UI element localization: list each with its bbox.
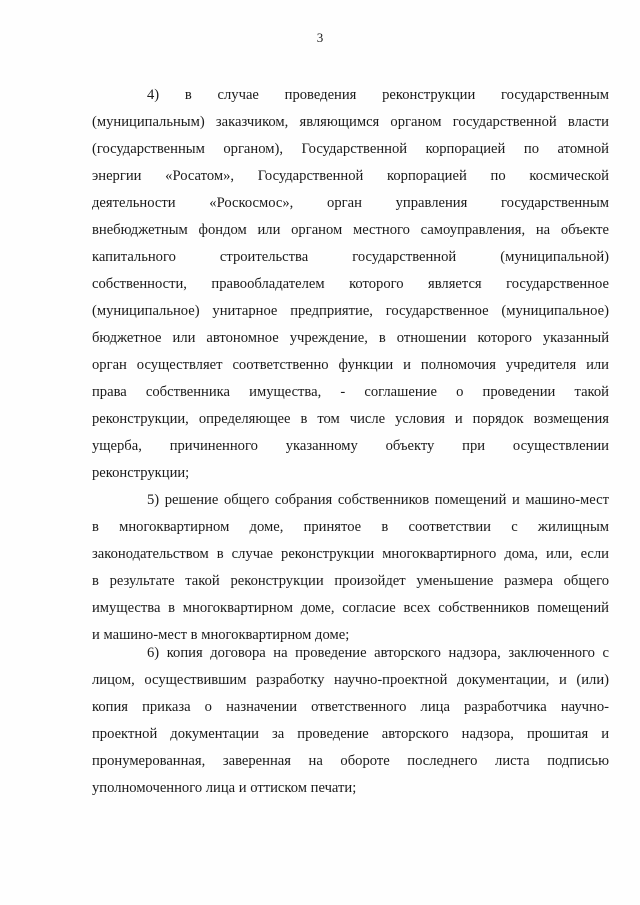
text-line: орган осуществляет соответственно функции и полномочия учредителя или — [92, 357, 609, 373]
text-line: внебюджетным фондом или органом местного самоуправления, на объекте — [92, 222, 609, 238]
text-line: проектной документации за проведение авторского надзора, прошитая и — [92, 726, 609, 742]
text-line: права собственника имущества, - соглашение о проведении такой — [92, 384, 609, 400]
text-line: копия приказа о назначении ответственного лица разработчика научно- — [92, 699, 609, 715]
text-line: (государственным органом), Государственной корпорацией по атомной — [92, 141, 609, 157]
text-line: реконструкции, определяющее в том числе условия и порядок возмещения — [92, 411, 609, 427]
paragraph-item-6 — [92, 640, 609, 802]
text-line: (муниципальное) унитарное предприятие, государственное (муниципальное) — [92, 303, 609, 319]
text-line: имущества в многоквартирном доме, согласие всех собственников помещений — [92, 600, 609, 616]
text-line: законодательством в случае реконструкции многоквартирного дома, или, если — [92, 546, 609, 562]
text-line: 5) решение общего собрания собственников помещений и машино-мест — [147, 492, 609, 508]
text-line: бюджетное или автономное учреждение, в отношении которого указанный — [92, 330, 609, 346]
text-line: и машино-мест в многоквартирном доме; — [92, 627, 350, 643]
text-line: энергии «Росатом», Государственной корпорацией по космической — [92, 168, 609, 184]
text-line: деятельности «Роскосмос», орган управления государственным — [92, 195, 609, 211]
paragraph-item-5 — [92, 487, 609, 649]
page-number: 3 — [316, 30, 324, 45]
paragraph-item-4 — [92, 82, 609, 487]
text-line: реконструкции; — [92, 465, 190, 481]
text-line: в результате такой реконструкции произойдет уменьшение размера общего — [92, 573, 609, 589]
text-line: 4) в случае проведения реконструкции государственным — [147, 87, 609, 103]
text-line: 6) копия договора на проведение авторского надзора, заключенного с — [147, 645, 609, 661]
text-line: капитального строительства государственной (муниципальной) — [92, 249, 609, 265]
text-line: лицом, осуществившим разработку научно-проектной документации, и (или) — [92, 672, 609, 688]
text-line: в многоквартирном доме, принятое в соответствии с жилищным — [92, 519, 609, 535]
text-line: собственности, правообладателем которого является государственное — [92, 276, 609, 292]
text-line: уполномоченного лица и оттиском печати; — [92, 780, 357, 796]
text-line: ущерба, причиненного указанному объекту при осуществлении — [92, 438, 609, 454]
text-line: пронумерованная, заверенная на обороте последнего листа подписью — [92, 753, 609, 769]
text-line: (муниципальным) заказчиком, являющимся органом государственной власти — [92, 114, 609, 130]
